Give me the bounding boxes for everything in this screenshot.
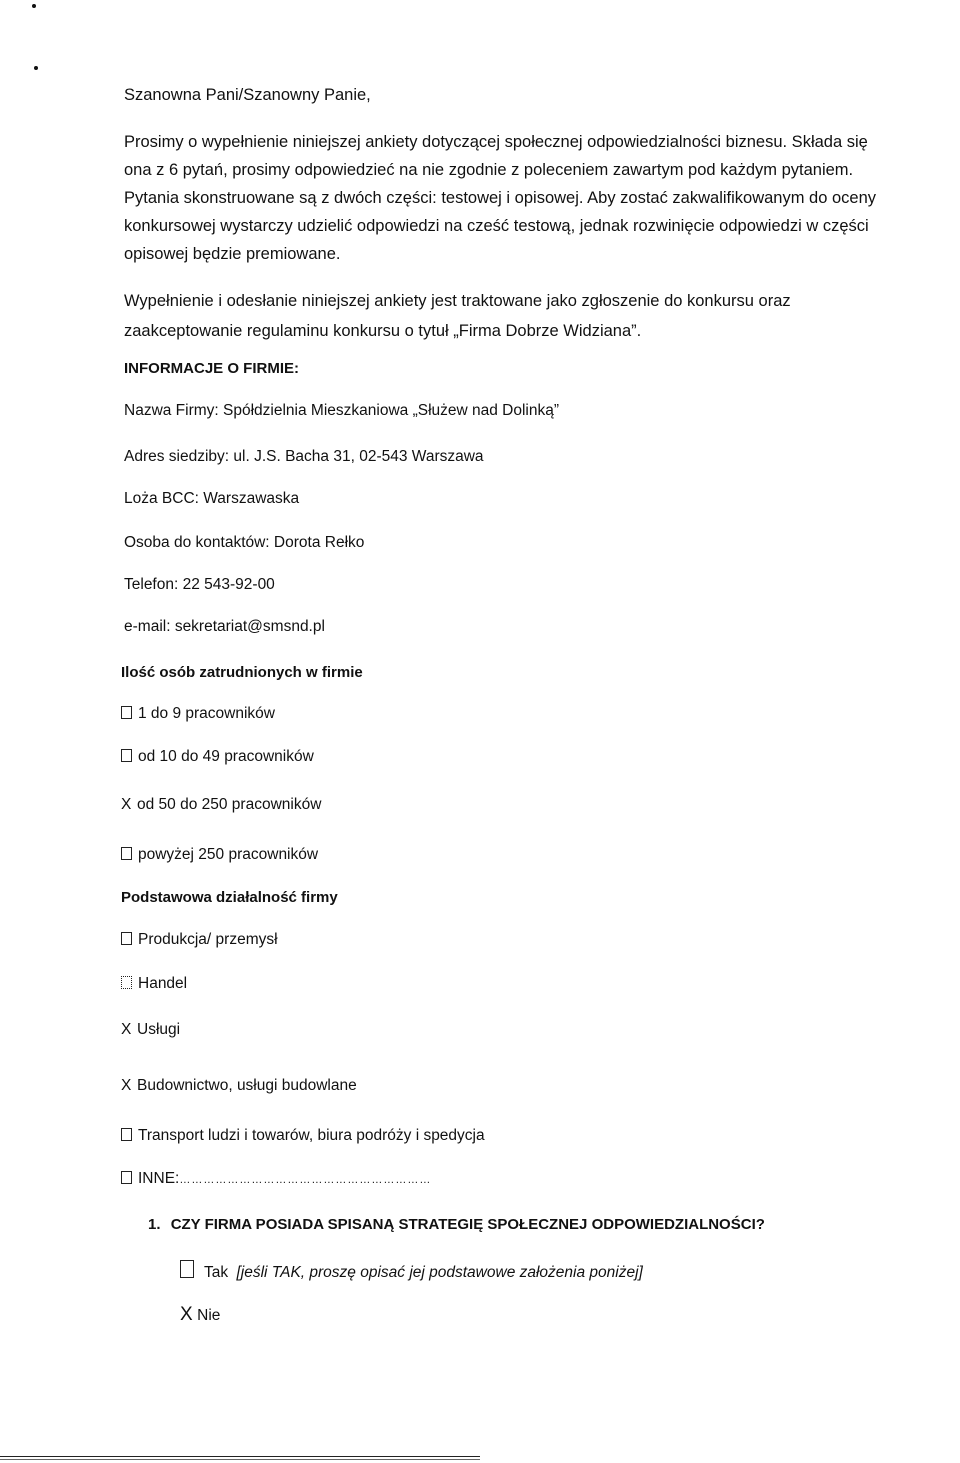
activity-option-production[interactable] [121,931,278,949]
activity-option-services[interactable] [121,1021,180,1039]
question-1 [148,1216,765,1233]
activity-option-trade[interactable] [121,975,187,993]
employees-option-1-9[interactable] [121,705,275,723]
activity-option-other[interactable] [121,1170,431,1188]
footer-rule [0,1456,480,1457]
intro-line: opisowej będzie premiowane. [124,245,341,263]
checkbox[interactable] [121,1171,132,1184]
company-email: e-mail: sekretariat@smsnd.pl [124,618,325,635]
intro-line: Pytania skonstruowane są z dwóch części: testowej i opisowej. Aby zostać zakwalifikowanym do oceny [124,189,877,207]
intro-line: konkursowej wystarczy udzielić odpowiedzi na cześć testową, jednak rozwinięcie odpowiedzi w części [124,217,869,235]
checkbox[interactable] [121,976,132,989]
selection-mark: X [121,796,132,813]
company-address: Adres siedziby: ul. J.S. Bacha 31, 02-543 Warszawa [124,448,484,465]
option-label: 1 do 9 pracowników [138,705,275,722]
checkbox[interactable] [121,706,132,719]
checkbox[interactable] [121,932,132,945]
intro-paragraph [124,128,960,268]
question-number: 1. [148,1216,161,1233]
activity-heading: Podstawowa działalność firmy [121,889,338,906]
submission-paragraph [124,286,960,346]
employees-option-50-250[interactable] [121,796,321,814]
selection-mark: X [121,1077,132,1094]
checkbox[interactable] [121,847,132,860]
checkbox[interactable] [121,749,132,762]
checkbox[interactable] [180,1260,194,1278]
activity-option-transport[interactable] [121,1127,485,1145]
option-label: Transport ludzi i towarów, biura podróży i spedycja [138,1127,485,1144]
selection-mark: X [121,1021,132,1038]
question-text: CZY FIRMA POSIADA SPISANĄ STRATEGIĘ SPOŁECZNEJ ODPOWIEDZIALNOŚCI? [170,1216,765,1233]
employees-option-250plus[interactable] [121,846,318,864]
yes-label: Tak [204,1264,229,1281]
employees-heading: Ilość osób zatrudnionych w firmie [121,664,363,681]
checkbox[interactable] [121,1128,132,1141]
option-label: Handel [138,975,188,992]
yes-note: [jeśli TAK, proszę opisać jej podstawowe założenia poniżej] [236,1264,643,1281]
scan-dot-top [32,4,36,8]
option-label: Usługi [137,1021,181,1038]
option-label: INNE: [138,1170,180,1187]
selection-mark: X [180,1304,193,1325]
option-label: Budownictwo, usługi budowlane [137,1077,357,1094]
other-fill-dots: ……………………………………………………… [179,1174,432,1186]
option-label: od 50 do 250 pracowników [137,796,322,813]
intro-line: Prosimy o wypełnienie niniejszej ankiety dotyczącej społecznej odpowiedzialności biznesu. Składa się [124,133,868,151]
company-name: Nazwa Firmy: Spółdzielnia Mieszkaniowa „Służew nad Dolinką” [124,402,560,419]
option-label: Produkcja/ przemysł [138,931,278,948]
company-contact: Osoba do kontaktów: Dorota Rełko [124,534,365,551]
company-phone: Telefon: 22 543-92-00 [124,576,275,593]
intro-line: ona z 6 pytań, prosimy odpowiedzieć na nie zgodnie z poleceniem zawartym pod każdym pytaniem. [124,161,854,179]
answer-yes[interactable] [180,1260,643,1282]
no-label: Nie [197,1307,221,1324]
answer-no[interactable] [180,1304,220,1326]
greeting: Szanowna Pani/Szanowny Panie, [124,86,371,104]
company-info-heading: INFORMACJE O FIRMIE: [124,360,299,377]
submit-line: zaakceptowanie regulaminu konkursu o tytuł „Firma Dobrze Widziana”. [124,322,642,340]
company-lodge: Loża BCC: Warszawaska [124,490,300,507]
option-label: powyżej 250 pracowników [138,846,319,863]
submit-line: Wypełnienie i odesłanie niniejszej ankiety jest traktowane jako zgłoszenie do konkursu oraz [124,292,791,310]
footer-rule-thin [0,1459,480,1460]
activity-option-construction[interactable] [121,1077,357,1095]
option-label: od 10 do 49 pracowników [138,748,314,765]
scan-dot-left [34,66,38,70]
employees-option-10-49[interactable] [121,748,314,766]
